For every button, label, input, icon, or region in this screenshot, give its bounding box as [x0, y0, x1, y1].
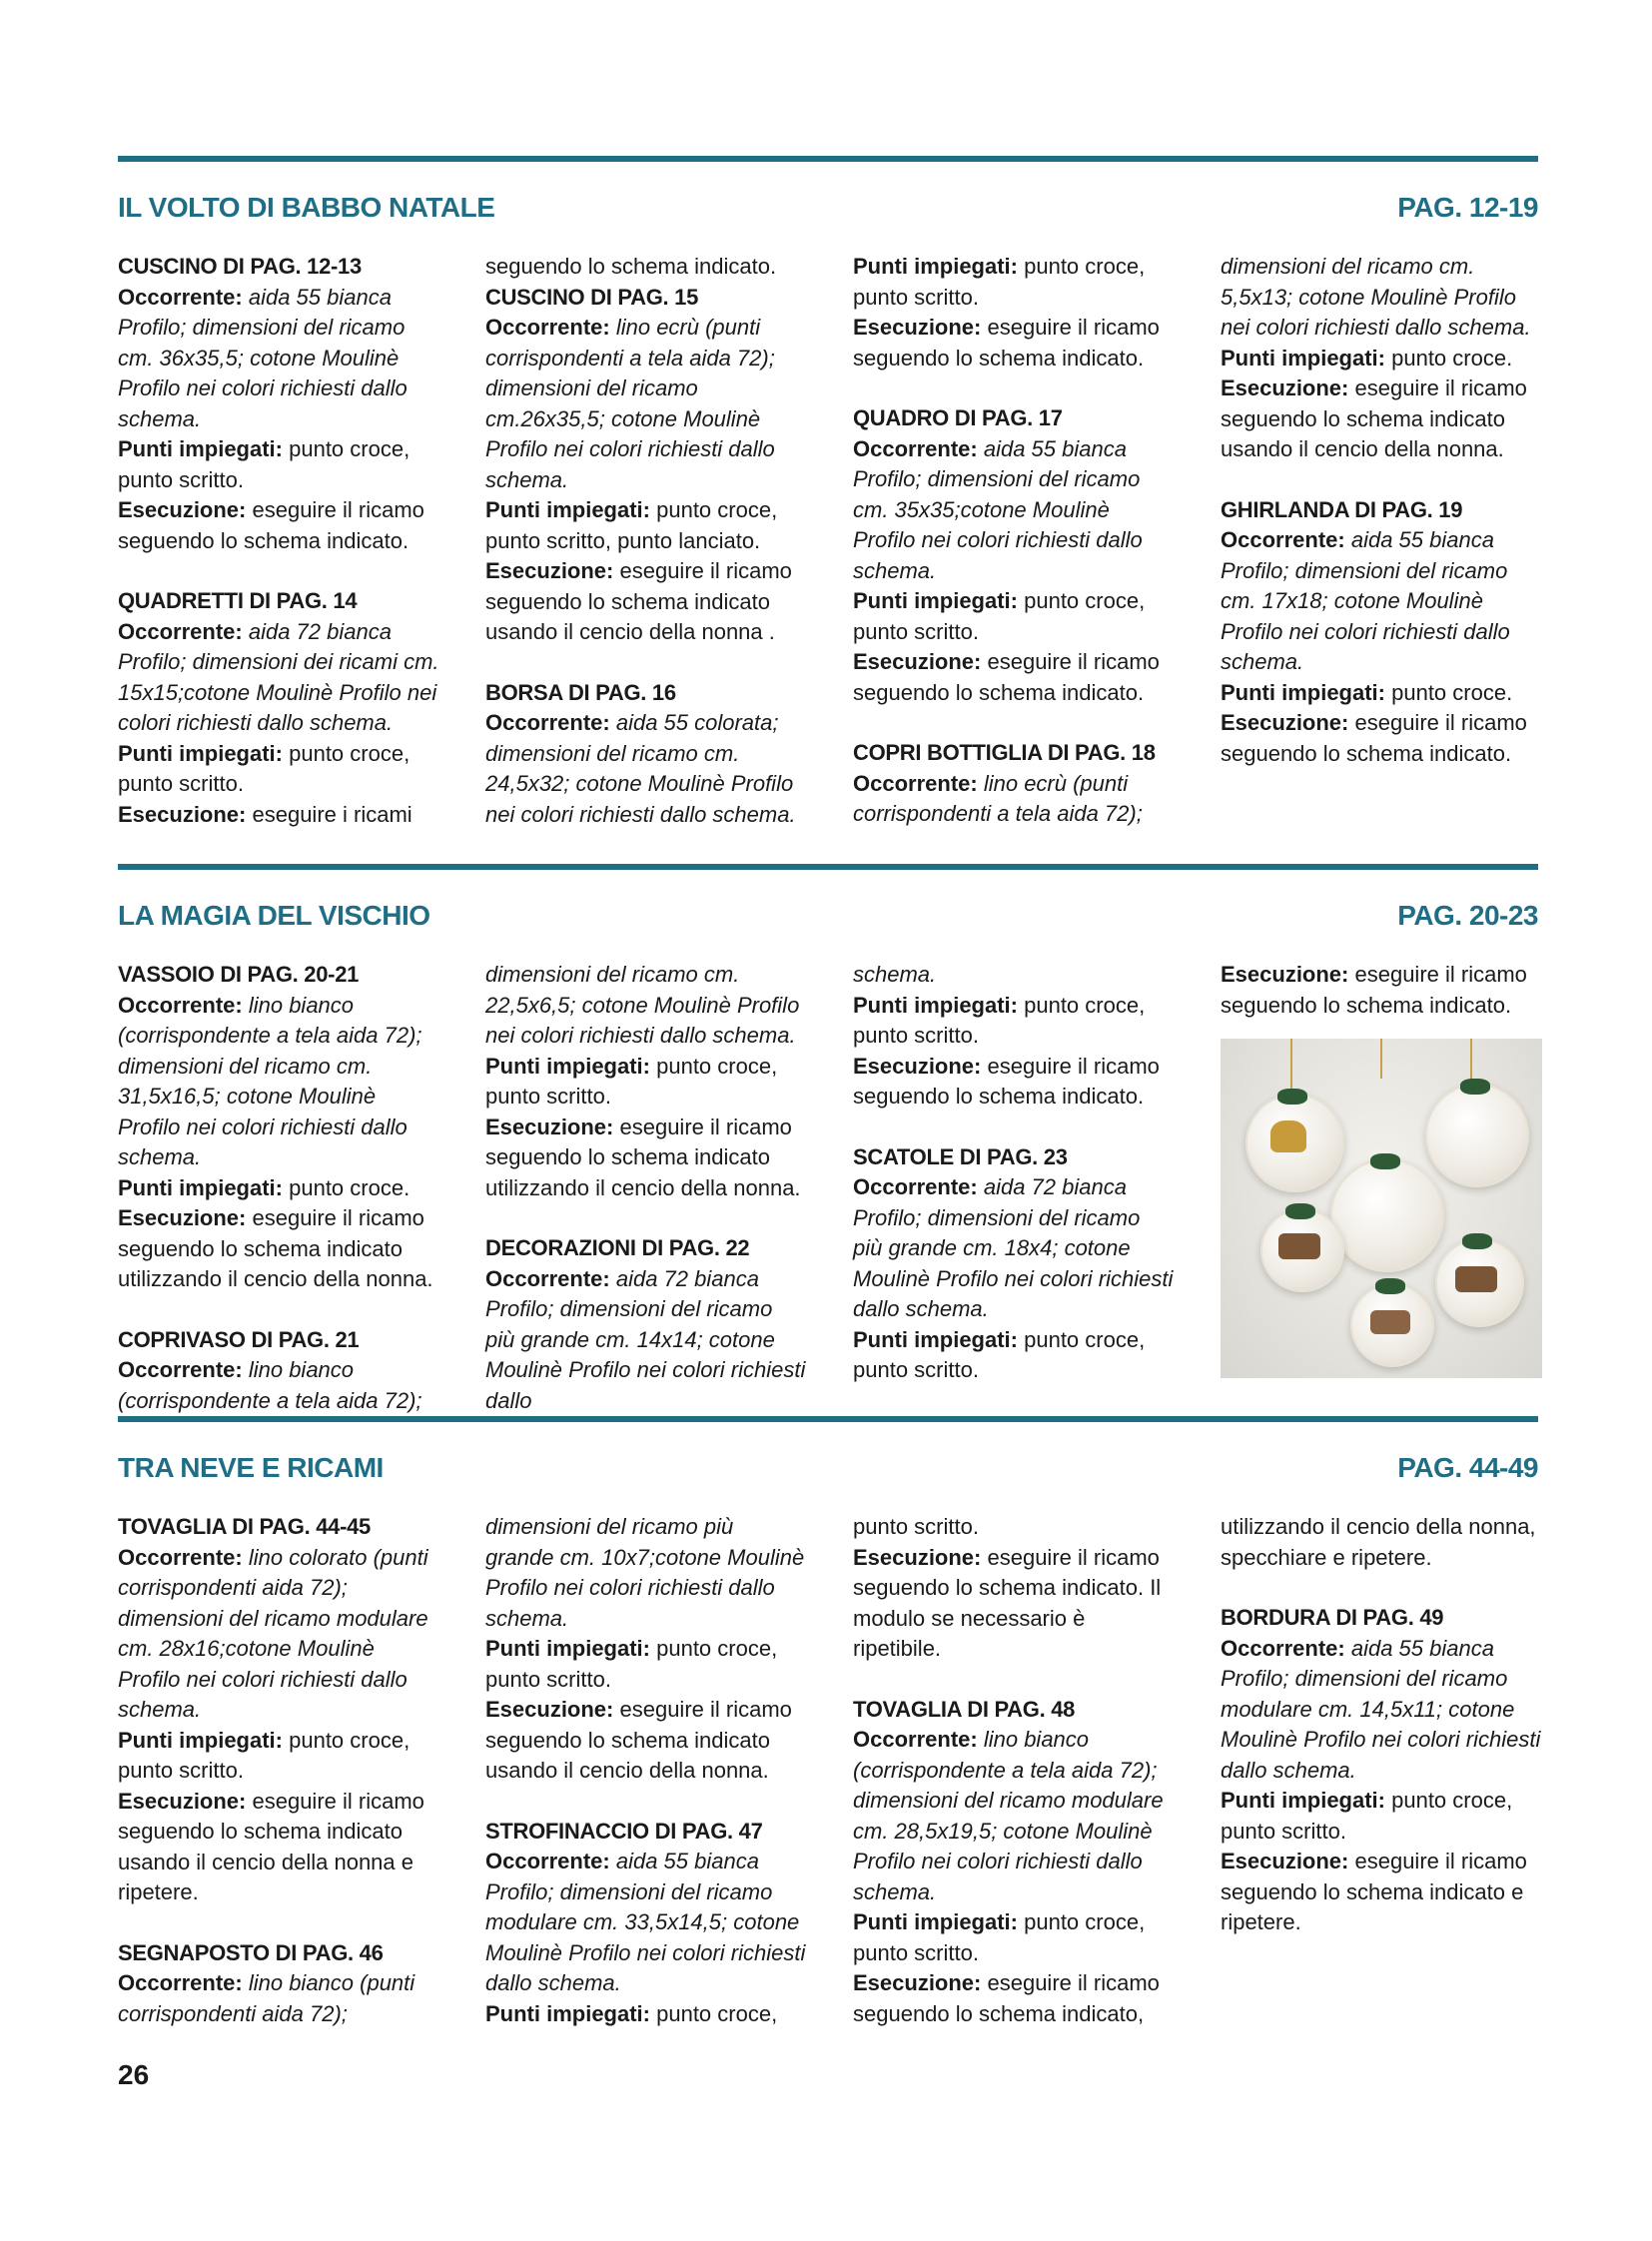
instructions-label: Esecuzione: [118, 1788, 247, 1814]
instructions-text: eseguire il ricamo seguendo lo schema indicato utilizzando il cencio della nonna. [485, 1114, 801, 1200]
stitches-used-text: punto croce, punto scritto. [118, 1727, 411, 1783]
stitches-used-text: punto croce, punto scritto. [853, 992, 1146, 1048]
materials-text: lino colorato (punti corrispondenti aida 72); dimensioni del ricamo modulare cm. 28x16;cotone Moulinè Profilo nei colori richiesti dallo schema. [118, 1544, 428, 1722]
instructions [118, 495, 439, 556]
materials [485, 1847, 807, 1999]
stitches-used-label: Punti impiegati: [118, 436, 283, 461]
materials-text: aida 72 bianca Profilo; dimensioni del ricamo più grande cm. 14x14; cotone Moulinè Profilo nei colori richiesti dallo [485, 1265, 806, 1413]
column-2 [485, 1512, 807, 2029]
continued-text: schema. [853, 962, 937, 987]
section-header [118, 192, 1538, 252]
instructions-label: Esecuzione: [853, 315, 982, 340]
project-title: GHIRLANDA DI PAG. 19 [1221, 496, 1463, 522]
stitches-used-text: punto croce, punto scritto. [853, 1326, 1146, 1382]
instructions [853, 1968, 1175, 2029]
stitches-used [1221, 678, 1542, 709]
stitches-used-label: Punti impiegati: [853, 992, 1018, 1018]
materials-text: lino ecrù (punti corrispondenti a tela aida 72); dimensioni del ricamo cm.26x35,5; cotone Moulinè Profilo nei colori richiesti dallo schema. [485, 315, 775, 492]
instructions-text: eseguire il ricamo seguendo lo schema indicato utilizzando il cencio della nonna. [118, 1205, 433, 1291]
stitches-used-label: Punti impiegati: [1221, 679, 1385, 705]
stitches-used-label: Punti impiegati: [118, 740, 283, 766]
materials-text: aida 55 bianca Profilo; dimensioni del ricamo cm. 36x35,5; cotone Moulinè Profilo nei colori richiesti dallo schema. [118, 284, 408, 431]
instructions-label: Esecuzione: [1221, 962, 1349, 987]
instructions-label: Esecuzione: [118, 497, 247, 522]
stitches-used-label: Punti impiegati: [853, 1326, 1018, 1352]
instructions [853, 647, 1175, 708]
stitches-used-label: Punti impiegati: [485, 2000, 650, 2026]
stitches-used [118, 1726, 439, 1787]
basket-icon [1278, 1233, 1320, 1259]
column-4 [1221, 252, 1542, 769]
instructions-label: Esecuzione: [853, 1053, 982, 1079]
section-tra-neve-e-ricami [118, 1416, 1541, 2026]
materials-label: Occorrente: [118, 618, 243, 644]
instructions [853, 1052, 1175, 1113]
materials-label: Occorrente: [485, 1849, 610, 1873]
instructions-text: eseguire il ricamo seguendo lo schema indicato. [1221, 710, 1527, 766]
materials-text: lino bianco (punti corrispondenti aida 72); [118, 1970, 415, 2026]
instructions [1221, 374, 1542, 465]
project-title: COPRIVASO DI PAG. 21 [118, 1326, 360, 1352]
project-title: COPRI BOTTIGLIA DI PAG. 18 [853, 740, 1156, 765]
instructions-text: eseguire il ricamo seguendo lo schema indicato. [853, 1053, 1160, 1109]
stitches-used-text: punto croce. [283, 1174, 411, 1200]
continued-text: punto scritto. [853, 1514, 979, 1539]
materials-label: Occorrente: [485, 1265, 610, 1291]
section-rule [118, 156, 1538, 162]
column-2 [485, 960, 807, 1416]
materials [118, 617, 439, 739]
materials [118, 991, 439, 1173]
ornament [1425, 1084, 1529, 1187]
materials-label: Occorrente: [485, 710, 610, 735]
column-4 [1221, 960, 1542, 1378]
stitches-used-label: Punti impiegati: [485, 497, 650, 522]
continued-text: dimensioni del ricamo più grande cm. 10x7;cotone Moulinè Profilo nei colori richiesti dallo schema. [485, 1514, 805, 1631]
materials-text: aida 55 bianca Profilo; dimensioni del ricamo modulare cm. 33,5x14,5; cotone Moulinè Profilo nei colori richiesti dallo schema. [485, 1849, 806, 1995]
stitches-used-text: punto croce, punto scritto. [118, 740, 411, 796]
section-header [118, 900, 1538, 960]
instructions [1221, 708, 1542, 769]
stitches-used-text: punto croce, punto scritto. [853, 254, 1146, 310]
project-title: DECORAZIONI DI PAG. 22 [485, 1235, 750, 1260]
column-3 [853, 1512, 1175, 2029]
materials-label: Occorrente: [1221, 1635, 1345, 1661]
stitches-used [853, 991, 1175, 1052]
stitches-used [1221, 1786, 1542, 1847]
project-title: SEGNAPOSTO DI PAG. 46 [118, 1939, 384, 1965]
materials-label: Occorrente: [853, 435, 978, 461]
instructions-label: Esecuzione: [1221, 375, 1349, 400]
instructions-text: eseguire il ricamo seguendo lo schema indicato. [118, 497, 424, 553]
project-title: STROFINACCIO DI PAG. 47 [485, 1818, 763, 1844]
column-4 [1221, 1512, 1542, 1938]
stitches-used-text: punto croce, punto scritto. [485, 1636, 778, 1692]
instructions-label: Esecuzione: [118, 801, 247, 827]
instructions-text: eseguire il ricamo seguendo lo schema indicato usando il cencio della nonna. [1221, 375, 1527, 461]
materials [853, 434, 1175, 587]
section-title: IL VOLTO DI BABBO NATALE [118, 192, 495, 223]
materials [118, 1968, 439, 2029]
project-title: CUSCINO DI PAG. 12-13 [118, 254, 362, 279]
instructions [485, 556, 807, 648]
instructions [118, 1203, 439, 1295]
stitches-used-text: punto croce, punto scritto. [1221, 1788, 1513, 1844]
materials-text: aida 72 bianca Profilo; dimensioni dei ricami cm. 15x15;cotone Moulinè Profilo nei colori richiesti dallo schema. [118, 618, 439, 735]
materials [1221, 525, 1542, 678]
materials-text: lino bianco (corrispondente a tela aida 72); dimensioni del ricamo cm. 31,5x16,5; cotone Moulinè Profilo nei colori richiesti dallo schema. [118, 992, 422, 1169]
materials-text: lino bianco (corrispondente a tela aida 72); dimensioni del ricamo modulare cm. 28,5x19,5; cotone Moulinè Profilo nei colori richiesti dallo schema. [853, 1727, 1164, 1904]
project-title: QUADRETTI DI PAG. 14 [118, 588, 358, 613]
stitches-used [118, 434, 439, 495]
stitches-used [485, 1999, 807, 2030]
materials-label: Occorrente: [853, 770, 978, 796]
instructions [853, 1543, 1175, 1665]
materials [485, 1264, 807, 1417]
materials-label: Occorrente: [1221, 527, 1345, 552]
instructions [853, 313, 1175, 374]
materials-label: Occorrente: [118, 1357, 243, 1382]
project-title: BORSA DI PAG. 16 [485, 679, 676, 705]
materials [1221, 1634, 1542, 1787]
continued-text: seguendo lo schema indicato. [485, 254, 777, 279]
materials-text: aida 55 colorata; dimensioni del ricamo cm. 24,5x32; cotone Moulinè Profilo nei colori richiesti dallo schema. [485, 710, 796, 827]
project-title: TOVAGLIA DI PAG. 44-45 [118, 1514, 371, 1539]
stitches-used-label: Punti impiegati: [853, 254, 1018, 279]
materials-text: lino ecrù (punti corrispondenti a tela aida 72); [853, 770, 1143, 826]
stitches-used [1221, 344, 1542, 374]
instructions-text: eseguire il ricamo seguendo lo schema indicato. [853, 649, 1160, 705]
instructions-label: Esecuzione: [485, 558, 614, 583]
stitches-used [853, 252, 1175, 313]
instructions-text: eseguire i ricami [246, 801, 413, 827]
column-1 [118, 960, 439, 1416]
materials-label: Occorrente: [118, 284, 243, 310]
materials [853, 769, 1175, 830]
instructions [485, 1113, 807, 1204]
instructions-label: Esecuzione: [485, 1114, 614, 1139]
instructions [118, 1787, 439, 1908]
stitches-used-text: punto croce, punto scritto. [118, 436, 411, 492]
materials [118, 1355, 439, 1416]
basket-icon [1370, 1310, 1410, 1334]
continued-text: dimensioni del ricamo cm. 22,5x6,5; cotone Moulinè Profilo nei colori richiesti dallo schema. [485, 962, 800, 1048]
materials [853, 1172, 1175, 1325]
instructions-text: eseguire il ricamo seguendo lo schema indicato. Il modulo se necessario è ripetibile. [853, 1544, 1162, 1661]
ornament [1330, 1158, 1444, 1272]
section-rule [118, 864, 1538, 870]
page-number: 26 [118, 2059, 150, 2090]
stitches-used-text: punto croce, punto scritto. [853, 1909, 1146, 1965]
basket-icon [1455, 1266, 1497, 1292]
instructions-label: Esecuzione: [853, 649, 982, 674]
instructions [118, 800, 439, 831]
section-rule [118, 1416, 1538, 1422]
instructions-text: eseguire il ricamo seguendo lo schema indicato usando il cencio della nonna e ripetere. [118, 1788, 424, 1904]
materials-text: aida 55 bianca Profilo; dimensioni del ricamo modulare cm. 14,5x11; cotone Moulinè Profilo nei colori richiesti dallo schema. [1221, 1635, 1541, 1783]
stitches-used-text: punto croce, punto scritto. [853, 588, 1146, 644]
instructions-label: Esecuzione: [485, 1697, 614, 1722]
stitches-used-label: Punti impiegati: [1221, 1788, 1385, 1813]
instructions-text: eseguire il ricamo seguendo lo schema indicato e ripetere. [1221, 1849, 1527, 1934]
stitches-used-text: punto croce, punto scritto. [485, 1053, 778, 1109]
continued-text: utilizzando il cencio della nonna, specchiare e ripetere. [1221, 1514, 1536, 1570]
stitches-used-text: punto croce. [1385, 345, 1513, 371]
stitches-used-label: Punti impiegati: [853, 1909, 1018, 1934]
materials-label: Occorrente: [118, 1970, 243, 1995]
stitches-used [853, 586, 1175, 647]
materials [485, 708, 807, 830]
project-title: CUSCINO DI PAG. 15 [485, 284, 699, 310]
materials [853, 1725, 1175, 1907]
materials-label: Occorrente: [118, 992, 243, 1018]
materials-label: Occorrente: [118, 1544, 243, 1570]
stitches-used-label: Punti impiegati: [118, 1727, 283, 1753]
stitches-used [485, 1634, 807, 1695]
instructions-text: eseguire il ricamo seguendo lo schema indicato, [853, 1970, 1160, 2026]
instructions-label: Esecuzione: [1221, 1849, 1349, 1873]
instructions-text: eseguire il ricamo seguendo lo schema indicato usando il cencio della nonna . [485, 558, 792, 644]
section-header [118, 1452, 1538, 1512]
section-la-magia-del-vischio [118, 864, 1538, 1413]
column-1 [118, 252, 439, 830]
stitches-used [118, 1173, 439, 1204]
bells-icon [1270, 1120, 1306, 1152]
project-title: VASSOIO DI PAG. 20-21 [118, 962, 360, 987]
project-title: QUADRO DI PAG. 17 [853, 405, 1063, 430]
continued-text: dimensioni del ricamo cm. 5,5x13; cotone Moulinè Profilo nei colori richiesti dallo schema. [1221, 254, 1531, 340]
materials [118, 283, 439, 435]
column-3 [853, 252, 1175, 830]
materials-label: Occorrente: [485, 315, 610, 340]
section-page-range: PAG. 44-49 [1397, 1452, 1538, 1483]
stitches-used-text: punto croce, punto scritto, punto lanciato. [485, 497, 778, 553]
section-page-range: PAG. 20-23 [1397, 900, 1538, 931]
materials-text: aida 55 bianca Profilo; dimensioni del ricamo cm. 35x35;cotone Moulinè Profilo nei colori richiesti dallo schema. [853, 435, 1143, 583]
instructions-text: eseguire il ricamo seguendo lo schema indicato usando il cencio della nonna. [485, 1697, 792, 1783]
instructions-text: eseguire il ricamo seguendo lo schema indicato. [853, 315, 1160, 371]
section-page-range: PAG. 12-19 [1397, 192, 1538, 223]
materials-text: aida 55 bianca Profilo; dimensioni del ricamo cm. 17x18; cotone Moulinè Profilo nei colori richiesti dallo schema. [1221, 527, 1510, 674]
column-3 [853, 960, 1175, 1386]
stitches-used [485, 495, 807, 556]
project-title: SCATOLE DI PAG. 23 [853, 1143, 1068, 1169]
section-il-volto-di-babbo-natale [118, 156, 1538, 827]
instructions-text: eseguire il ricamo seguendo lo schema indicato. [1221, 962, 1527, 1018]
instructions [485, 1695, 807, 1787]
materials [118, 1543, 439, 1726]
column-1 [118, 1512, 439, 2029]
materials-text: lino bianco (corrispondente a tela aida 72); [118, 1357, 422, 1413]
stitches-used [853, 1907, 1175, 1968]
stitches-used-label: Punti impiegati: [1221, 345, 1385, 371]
instructions-label: Esecuzione: [853, 1970, 982, 1995]
instructions [1221, 1847, 1542, 1938]
stitches-used-text: punto croce, [650, 2000, 778, 2026]
project-title: BORDURA DI PAG. 49 [1221, 1605, 1444, 1630]
column-2 [485, 252, 807, 830]
section-title: TRA NEVE E RICAMI [118, 1452, 384, 1483]
ornaments-photo [1221, 1039, 1542, 1378]
instructions-label: Esecuzione: [1221, 710, 1349, 735]
stitches-used-label: Punti impiegati: [485, 1636, 650, 1661]
materials-text: aida 72 bianca Profilo; dimensioni del ricamo più grande cm. 18x4; cotone Moulinè Profilo nei colori richiesti dallo schema. [853, 1174, 1174, 1321]
project-title: TOVAGLIA DI PAG. 48 [853, 1696, 1076, 1722]
stitches-used-label: Punti impiegati: [118, 1174, 283, 1200]
stitches-used-label: Punti impiegati: [853, 588, 1018, 613]
stitches-used-label: Punti impiegati: [485, 1053, 650, 1079]
instructions-label: Esecuzione: [118, 1205, 247, 1230]
instructions [1221, 960, 1542, 1021]
stitches-used [118, 739, 439, 800]
stitches-used [485, 1052, 807, 1113]
materials-label: Occorrente: [853, 1174, 978, 1199]
materials [485, 313, 807, 495]
stitches-used [853, 1325, 1175, 1386]
materials-label: Occorrente: [853, 1727, 978, 1752]
section-title: LA MAGIA DEL VISCHIO [118, 900, 430, 931]
stitches-used-text: punto croce. [1385, 679, 1513, 705]
instructions-label: Esecuzione: [853, 1544, 982, 1570]
